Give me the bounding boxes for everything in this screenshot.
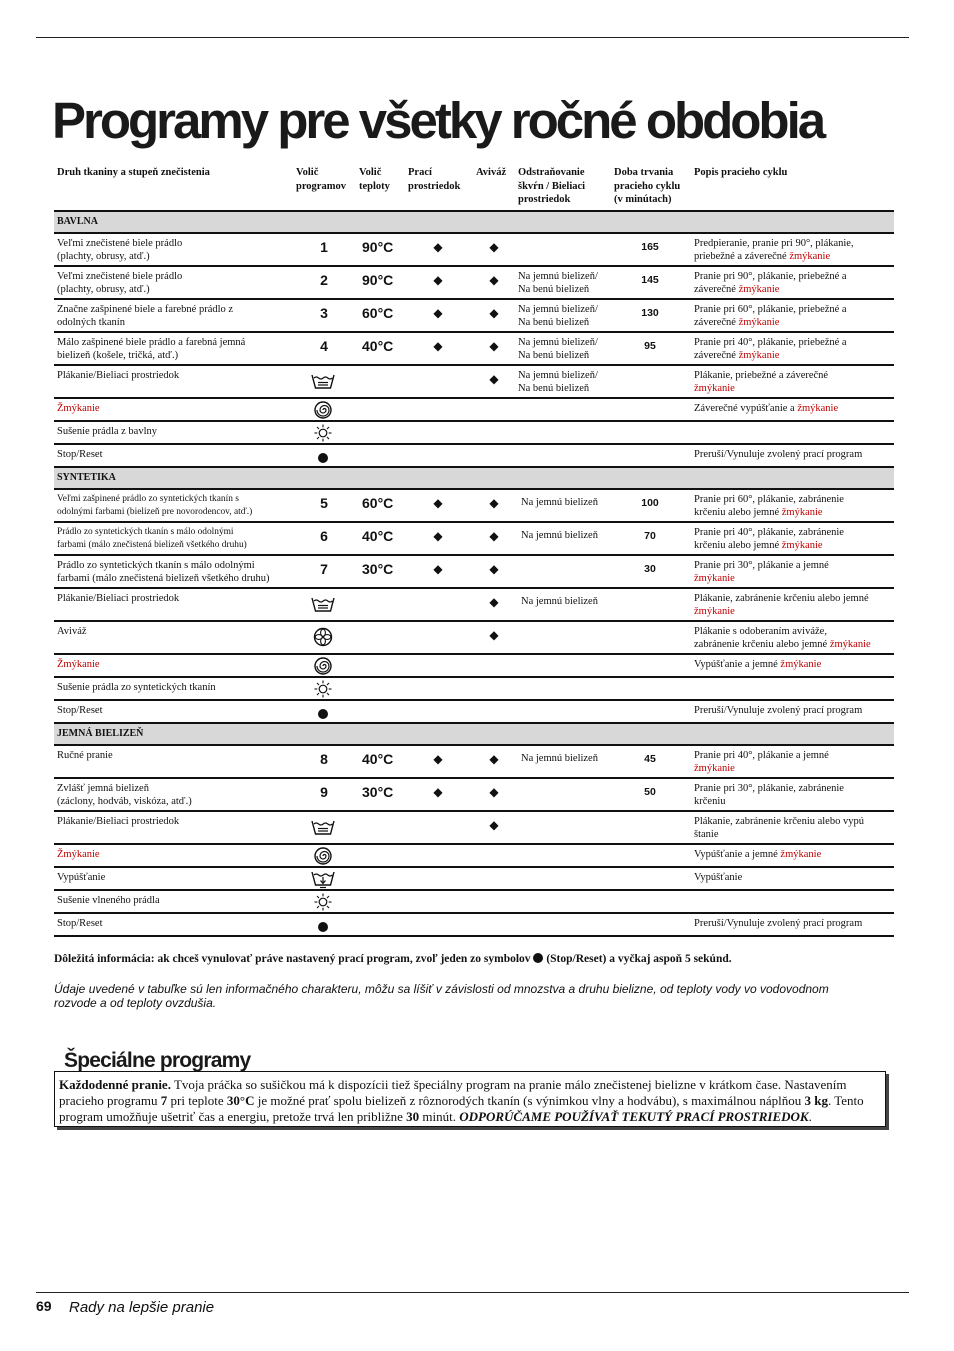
table-row [54, 678, 894, 701]
table-row [54, 655, 894, 678]
top-rule [36, 37, 909, 38]
stop-reset-dot-icon [310, 915, 336, 935]
program-number: 1 [320, 239, 328, 255]
table-row [54, 701, 894, 724]
softener-marker: ◆ [489, 273, 499, 287]
stop-reset-dot-icon [310, 446, 336, 466]
softener-marker: ◆ [489, 595, 499, 609]
programs-table [54, 210, 894, 937]
detergent-marker: ◆ [433, 273, 443, 287]
header-stain: Odstraňovanie škvŕn / Bieliaci prostriedok [518, 167, 586, 205]
temperature-value: 60°C [362, 495, 394, 511]
drying-sun-icon [310, 679, 336, 699]
stain-cell: Na jemnú bielizeň [521, 596, 598, 607]
section-synthetic: SYNTETIKA [54, 468, 894, 490]
stain-cell: Na jemnú bielizeň [521, 530, 598, 541]
program-number: 4 [320, 338, 328, 354]
header-softener: Aviváž [476, 167, 507, 178]
fabric-cell: Veľmi znečistené biele prádlo (plachty, obrusy, atď.) [57, 271, 183, 296]
temperature-value: 30°C [362, 561, 394, 577]
softener-marker: ◆ [489, 306, 499, 320]
table-row [54, 622, 894, 655]
duration-value: 70 [644, 530, 656, 542]
fabric-cell: Prádlo zo syntetických tkanín s málo odolnými farbami (málo znečistená bielizeň všetkého druhu) [57, 527, 247, 551]
table-row [54, 845, 894, 868]
special-programs-box: Každodenné pranie. Tvoja práčka so sušičkou má k dispozícii tiež špeciálny program na pranie málo znečistenej bielizne v krátkom čase. Nastavením pracieho programu 7 pri teplote 30°C je možné prať spolu bielizeň z rôznorodých tkanín (s výnimkou vlny a hodvábu), s maximálnou náplňou 3 kg. Tento program umožňuje ušetriť čas a energiu, pretože trvá len približne 30 minút. ODPORÚČAME POUŽÍVAŤ TEKUTÝ PRACÍ PROSTRIEDOK. [54, 1071, 886, 1127]
header-temperature: Volič teploty [359, 167, 390, 192]
table-row [54, 868, 894, 891]
program-number: 5 [320, 495, 328, 511]
fabric-cell: Žmýkanie [57, 659, 100, 670]
softener-marker: ◆ [489, 562, 499, 576]
softener-marker: ◆ [489, 529, 499, 543]
description-cell: Pranie pri 60°, plákanie, priebežné a záverečné žmýkanie [694, 304, 847, 329]
description-cell: Preruší/Vynuluje zvolený prací program [694, 705, 863, 716]
duration-value: 100 [641, 497, 659, 509]
table-row [54, 267, 894, 300]
fabric-cell: Žmýkanie [57, 403, 100, 414]
softener-marker: ◆ [489, 496, 499, 510]
fabric-cell: Aviváž [57, 626, 87, 637]
program-number: 7 [320, 561, 328, 577]
stain-cell: Na jemnú bielizeň [521, 753, 598, 764]
reset-notice: Dôležitá informácia: ak chceš vynulovať práve nastavený prací program, zvoľ jeden zo symbolov (Stop/Reset) a vyčkaj aspoň 5 sekúnd. [54, 953, 732, 965]
header-duration: Doba trvania pracieho cyklu (v minútach) [614, 167, 681, 205]
softener-marker: ◆ [489, 818, 499, 832]
fabric-cell: Sušenie prádla z bavlny [57, 426, 158, 437]
detergent-marker: ◆ [433, 240, 443, 254]
temperature-value: 40°C [362, 338, 394, 354]
fabric-cell: Zvlášť jemná bielizeň (záclony, hodváb, viskóza, atď.) [57, 783, 192, 808]
table-row [54, 523, 894, 556]
program-number: 6 [320, 528, 328, 544]
fabric-cell: Plákanie/Bieliaci prostriedok [57, 593, 180, 604]
description-cell: Predpieranie, pranie pri 90°, plákanie, priebežné a záverečné žmýkanie [694, 238, 854, 263]
softener-marker: ◆ [489, 339, 499, 353]
header-detergent: Prací prostriedok [408, 167, 461, 192]
rinse-tub-icon [310, 817, 336, 837]
description-cell: Preruší/Vynuluje zvolený prací program [694, 918, 863, 929]
duration-value: 45 [644, 753, 656, 765]
disclaimer: Údaje uvedené v tabuľke sú len informačného charakteru, môžu sa líšiť v závislosti od mnozstva a druhu bielizne, od teploty vody vo vodovodnom rozvode a od teploty ovzdušia. [54, 982, 829, 1010]
detergent-marker: ◆ [433, 339, 443, 353]
fabric-cell: Ručné pranie [57, 750, 113, 761]
fabric-cell: Plákanie/Bieliaci prostriedok [57, 816, 180, 827]
section-cotton: BAVLNA [54, 212, 894, 234]
softener-flower-icon [310, 627, 336, 647]
special-programs-title: Špeciálne programy [64, 1049, 251, 1072]
table-row [54, 399, 894, 422]
temperature-value: 40°C [362, 751, 394, 767]
description-cell: Plákanie, priebežné a záverečné žmýkanie [694, 370, 829, 395]
fabric-cell: Stop/Reset [57, 705, 103, 716]
header-program: Volič programov [296, 167, 346, 192]
fabric-cell: Málo zašpinené biele prádlo a farebná jemná bielizeň (košele, tričká, atď.) [57, 337, 246, 362]
spin-icon [310, 846, 336, 866]
description-cell: Pranie pri 30°, plákanie a jemné žmýkanie [694, 560, 829, 585]
page-title: Programy pre všetky ročné obdobia [52, 92, 824, 149]
drain-tub-icon [310, 869, 336, 889]
temperature-value: 30°C [362, 784, 394, 800]
detergent-marker: ◆ [433, 529, 443, 543]
description-cell: Pranie pri 30°, plákanie, zabránenie krčeniu [694, 783, 844, 808]
drying-sun-icon [310, 892, 336, 912]
description-cell: Plákanie s odoberaním aviváže, zabránenie krčeniu alebo jemné žmýkanie [694, 626, 871, 651]
table-row [54, 589, 894, 622]
fabric-cell: Veľmi znečistené biele prádlo (plachty, obrusy, atď.) [57, 238, 183, 263]
fabric-cell: Plákanie/Bieliaci prostriedok [57, 370, 180, 381]
table-row [54, 490, 894, 523]
description-cell: Plákanie, zabránenie krčeniu alebo jemné žmýkanie [694, 593, 869, 618]
temperature-value: 40°C [362, 528, 394, 544]
description-cell: Pranie pri 90°, plákanie, priebežné a záverečné žmýkanie [694, 271, 847, 296]
stop-reset-dot-icon [533, 953, 543, 963]
softener-marker: ◆ [489, 372, 499, 386]
table-row [54, 445, 894, 468]
duration-value: 130 [641, 307, 659, 319]
table-row [54, 779, 894, 812]
drying-sun-icon [310, 423, 336, 443]
table-row [54, 234, 894, 267]
temperature-value: 60°C [362, 305, 394, 321]
table-row [54, 914, 894, 937]
description-cell: Vypúšťanie [694, 872, 743, 883]
table-row [54, 891, 894, 914]
bottom-rule [36, 1292, 909, 1293]
fabric-cell: Sušenie vlneného prádla [57, 895, 160, 906]
stain-cell: Na jemnú bielizeň [521, 497, 598, 508]
description-cell: Preruší/Vynuluje zvolený prací program [694, 449, 863, 460]
fabric-cell: Stop/Reset [57, 918, 103, 929]
table-row [54, 556, 894, 589]
detergent-marker: ◆ [433, 496, 443, 510]
stain-cell: Na jemnú bielizeň/ Na benú bielizeň [518, 271, 598, 296]
description-cell: Vypúšťanie a jemné žmýkanie [694, 849, 822, 860]
page-number: 69 [36, 1298, 52, 1314]
softener-marker: ◆ [489, 240, 499, 254]
duration-value: 165 [641, 241, 659, 253]
table-row [54, 300, 894, 333]
table-header [54, 166, 894, 210]
temperature-value: 90°C [362, 239, 394, 255]
program-number: 9 [320, 784, 328, 800]
header-description: Popis pracieho cyklu [694, 167, 788, 178]
detergent-marker: ◆ [433, 562, 443, 576]
description-cell: Vypúšťanie a jemné žmýkanie [694, 659, 822, 670]
detergent-marker: ◆ [433, 785, 443, 799]
stain-cell: Na jemnú bielizeň/ Na benú bielizeň [518, 370, 598, 395]
program-number: 8 [320, 751, 328, 767]
duration-value: 50 [644, 786, 656, 798]
description-cell: Pranie pri 40°, plákanie, zabránenie krčeniu alebo jemné žmýkanie [694, 527, 844, 552]
duration-value: 145 [641, 274, 659, 286]
stain-cell: Na jemnú bielizeň/ Na benú bielizeň [518, 304, 598, 329]
duration-value: 95 [644, 340, 656, 352]
table-row [54, 812, 894, 845]
program-number: 3 [320, 305, 328, 321]
softener-marker: ◆ [489, 785, 499, 799]
description-cell: Plákanie, zabránenie krčeniu alebo vypú štanie [694, 816, 864, 841]
fabric-cell: Sušenie prádla zo syntetických tkanín [57, 682, 216, 693]
description-cell: Záverečné vypúšťanie a žmýkanie [694, 403, 839, 414]
spin-icon [310, 656, 336, 676]
table-row [54, 333, 894, 366]
stop-reset-dot-icon [310, 702, 336, 722]
spin-icon [310, 400, 336, 420]
table-row [54, 422, 894, 445]
detergent-marker: ◆ [433, 306, 443, 320]
temperature-value: 90°C [362, 272, 394, 288]
detergent-marker: ◆ [433, 752, 443, 766]
rinse-tub-icon [310, 371, 336, 391]
header-fabric: Druh tkaniny a stupeň znečistenia [57, 167, 210, 178]
section-delicate: JEMNÁ BIELIZEŇ [54, 724, 894, 746]
fabric-cell: Veľmi zašpinené prádlo zo syntetických tkanín s odolnými farbami (bielizeň pre novorodencov, atď.) [57, 494, 253, 518]
fabric-cell: Vypúšťanie [57, 872, 106, 883]
footer-title: Rady na lepšie pranie [69, 1299, 215, 1316]
stain-cell: Na jemnú bielizeň/ Na benú bielizeň [518, 337, 598, 362]
table-row [54, 366, 894, 399]
rinse-tub-icon [310, 594, 336, 614]
description-cell: Pranie pri 40°, plákanie a jemné žmýkanie [694, 750, 829, 775]
softener-marker: ◆ [489, 628, 499, 642]
fabric-cell: Značne zašpinené biele a farebné prádlo z odolných tkanín [57, 304, 234, 329]
fabric-cell: Prádlo zo syntetických tkanín s málo odolnými farbami (málo znečistená bielizeň všetkého druhu) [57, 560, 270, 585]
softener-marker: ◆ [489, 752, 499, 766]
table-row [54, 746, 894, 779]
program-number: 2 [320, 272, 328, 288]
description-cell: Pranie pri 60°, plákanie, zabránenie krčeniu alebo jemné žmýkanie [694, 494, 844, 519]
description-cell: Pranie pri 40°, plákanie, priebežné a záverečné žmýkanie [694, 337, 847, 362]
fabric-cell: Žmýkanie [57, 849, 100, 860]
duration-value: 30 [644, 563, 656, 575]
fabric-cell: Stop/Reset [57, 449, 103, 460]
